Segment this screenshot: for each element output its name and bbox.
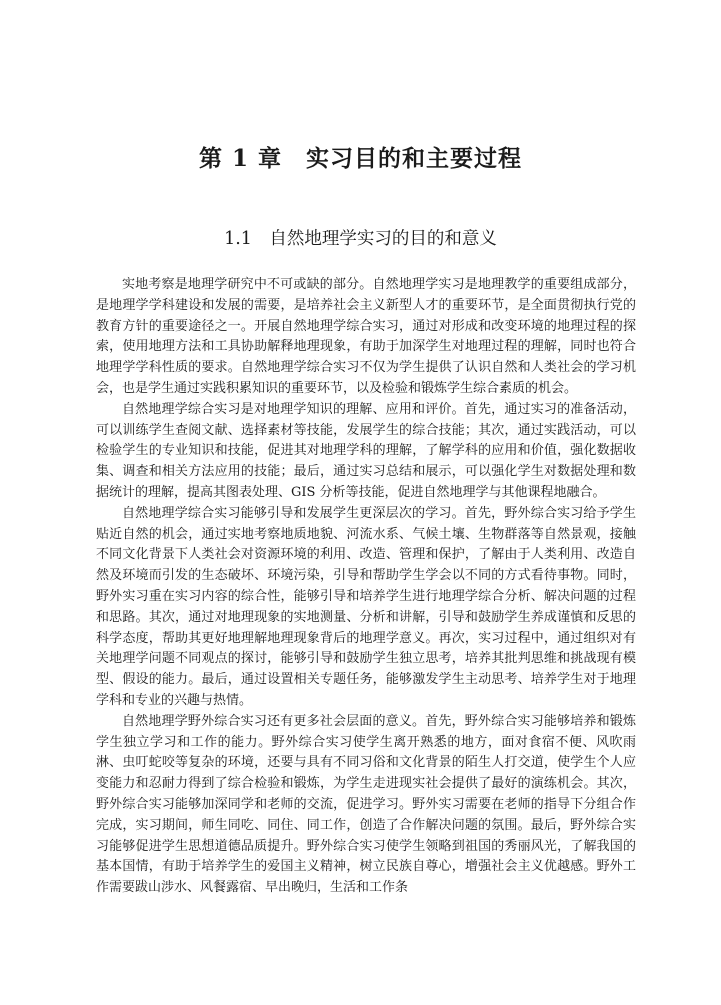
paragraph: 自然地理学综合实习能够引导和发展学生更深层次的学习。首先，野外综合实习给予学生贴近自然的机会，通过实地考察地质地貌、河流水系、气候土壤、生物群落等自然景观，接触不同文化背景下人类社会对资源环境的利用、改造、管理和保护，了解由于人类利用、改造自然及环境而引发的生态破坏、环境污染，引导和帮助学生学会以不同的方式看待事物。同时，野外实习重在实习内容的综合性，能够引导和培养学生进行地理学综合分析、解决问题的过程和思路。其次，通过对地理现象的实地测量、分析和讲解，引导和鼓励学生养成谨慎和反思的科学态度，帮助其更好地理解地理现象背后的地理学意义。再次，实习过程中，通过组织对有关地理学问题不同观点的探讨，能够引导和鼓励学生独立思考，培养其批判思维和挑战现有模型、假设的能力。最后，通过设置相关专题任务，能够激发学生主动思考、培养学生对于地理学科和专业的兴趣与热情。 xyxy=(96,505,636,708)
body-text xyxy=(96,275,636,899)
paragraph: 自然地理学野外综合实习还有更多社会层面的意义。首先，野外综合实习能够培养和锻炼学生独立学习和工作的能力。野外综合实习使学生离开熟悉的地方，面对食宿不便、风吹雨淋、虫叮蛇咬等复杂的环境，还要与具有不同习俗和文化背景的陌生人打交道，使学生个人应变能力和忍耐力得到了综合检验和锻炼，为学生走进现实社会提供了最好的演练机会。其次，野外综合实习能够加深同学和老师的交流，促进学习。野外实习需要在老师的指导下分组合作完成，实习期间，师生同吃、同住、同工作，创造了合作解决问题的氛围。最后，野外综合实习能够促进学生思想道德品质提升。野外综合实习使学生领略到祖国的秀丽风光，了解我国的基本国情，有助于培养学生的爱国主义精神，树立民族自尊心，增强社会主义优越感。野外工作需要跋山涉水、风餐露宿、早出晚归，生活和工作条 xyxy=(96,713,636,896)
paragraph: 自然地理学综合实习是对地理学知识的理解、应用和评价。首先，通过实习的准备活动，可以训练学生查阅文献、选择素材等技能，发展学生的综合技能；其次，通过实践活动，可以检验学生的专业知识和技能，促进其对地理学科的理解，了解学科的应用和价值，强化数据收集、调查和相关方法应用的技能；最后，通过实习总结和展示，可以强化学生对数据处理和数据统计的理解，提高其图表处理、GIS 分析等技能，促进自然地理学与其他课程地融合。 xyxy=(96,401,636,500)
paragraph: 实地考察是地理学研究中不可或缺的部分。自然地理学实习是地理教学的重要组成部分，是地理学学科建设和发展的需要，是培养社会主义新型人才的重要环节，是全面贯彻执行党的教育方针的重要途径之一。开展自然地理学综合实习，通过对形成和改变环境的地理过程的探索，使用地理方法和工具协助解释地理现象，有助于加深学生对地理过程的理解，同时也符合地理学学科性质的要求。自然地理学综合实习不仅为学生提供了认识自然和人类社会的学习机会，也是学生通过实践积累知识的重要环节，以及检验和锻炼学生综合素质的机会。 xyxy=(96,277,636,396)
section-title: 1.1 自然地理学实习的目的和意义 xyxy=(224,229,497,249)
chapter-title: 第 1 章 实习目的和主要过程 xyxy=(198,145,523,172)
